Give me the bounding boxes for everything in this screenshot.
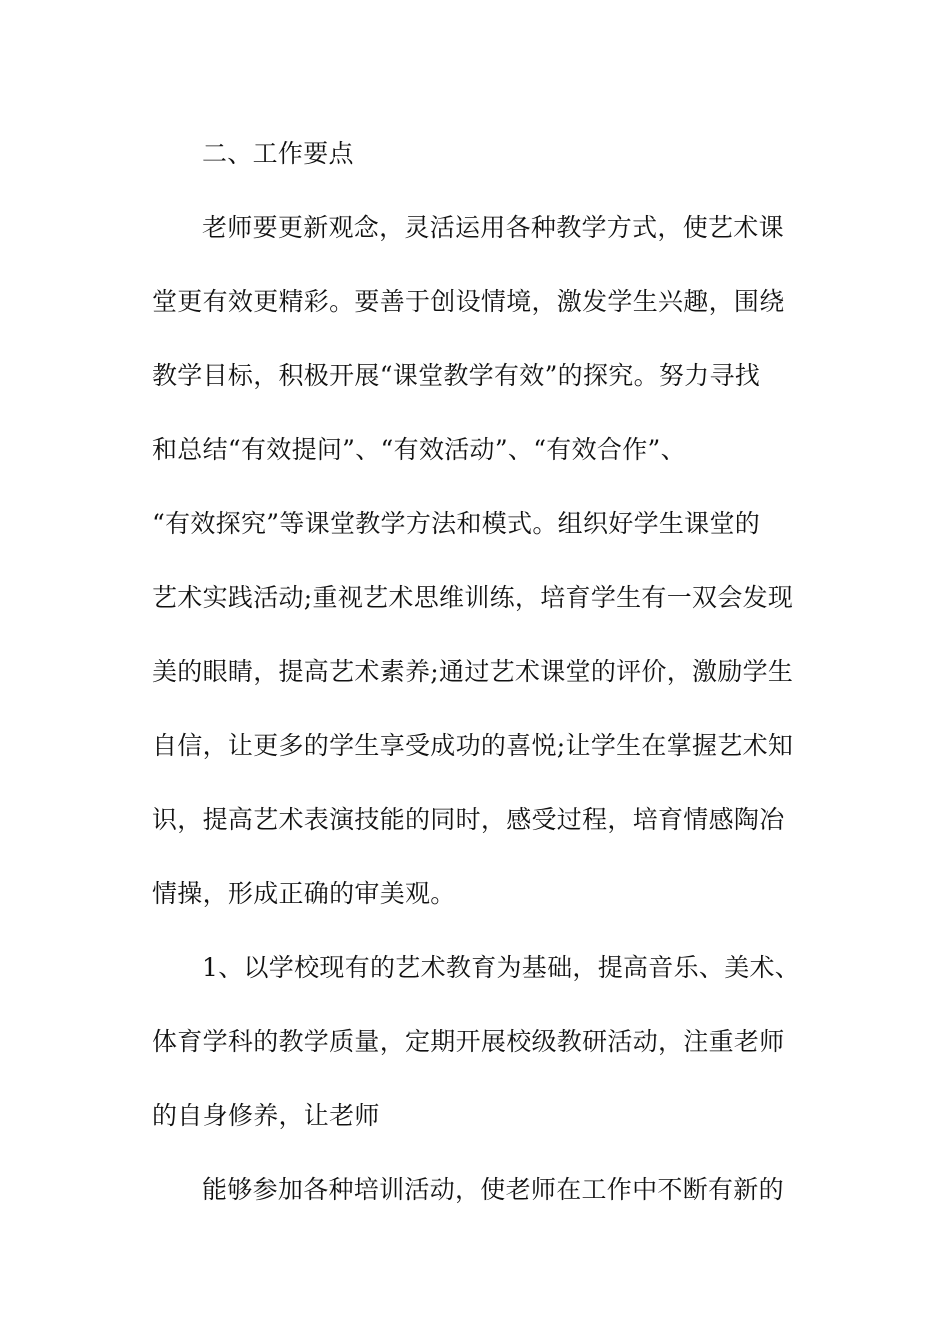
paragraph-1-line: 情操，形成正确的审美观。 bbox=[152, 879, 456, 908]
section-heading: 二、工作要点 bbox=[202, 139, 354, 168]
paragraph-1-line: 堂更有效更精彩。要善于创设情境，激发学生兴趣，围绕 bbox=[152, 287, 785, 316]
paragraph-1-line: 老师要更新观念，灵活运用各种教学方式，使艺术课 bbox=[202, 213, 784, 242]
paragraph-1-line: 美的眼睛，提高艺术素养;通过艺术课堂的评价，激励学生 bbox=[152, 657, 794, 686]
paragraph-1-line: “有效探究”等课堂教学方法和模式。组织好学生课堂的 bbox=[152, 509, 761, 538]
paragraph-1-line: 和总结“有效提问”、“有效活动”、“有效合作”、 bbox=[152, 435, 686, 464]
paragraph-1-line: 艺术实践活动;重视艺术思维训练，培育学生有一双会发现 bbox=[152, 583, 794, 612]
paragraph-1-line: 识，提高艺术表演技能的同时，感受过程，培育情感陶冶 bbox=[152, 805, 785, 834]
paragraph-2-line: 1、以学校现有的艺术教育为基础，提高音乐、美术、 bbox=[202, 953, 801, 982]
paragraph-2-line: 的自身修养，让老师 bbox=[152, 1101, 380, 1130]
paragraph-3-line: 能够参加各种培训活动，使老师在工作中不断有新的 bbox=[202, 1175, 784, 1204]
paragraph-1-line: 教学目标，积极开展“课堂教学有效”的探究。努力寻找 bbox=[152, 361, 761, 390]
document-body bbox=[152, 117, 812, 1227]
paragraph-1-line: 自信，让更多的学生享受成功的喜悦;让学生在掌握艺术知 bbox=[152, 731, 794, 760]
paragraph-2-line: 体育学科的教学质量，定期开展校级教研活动，注重老师 bbox=[152, 1027, 785, 1056]
